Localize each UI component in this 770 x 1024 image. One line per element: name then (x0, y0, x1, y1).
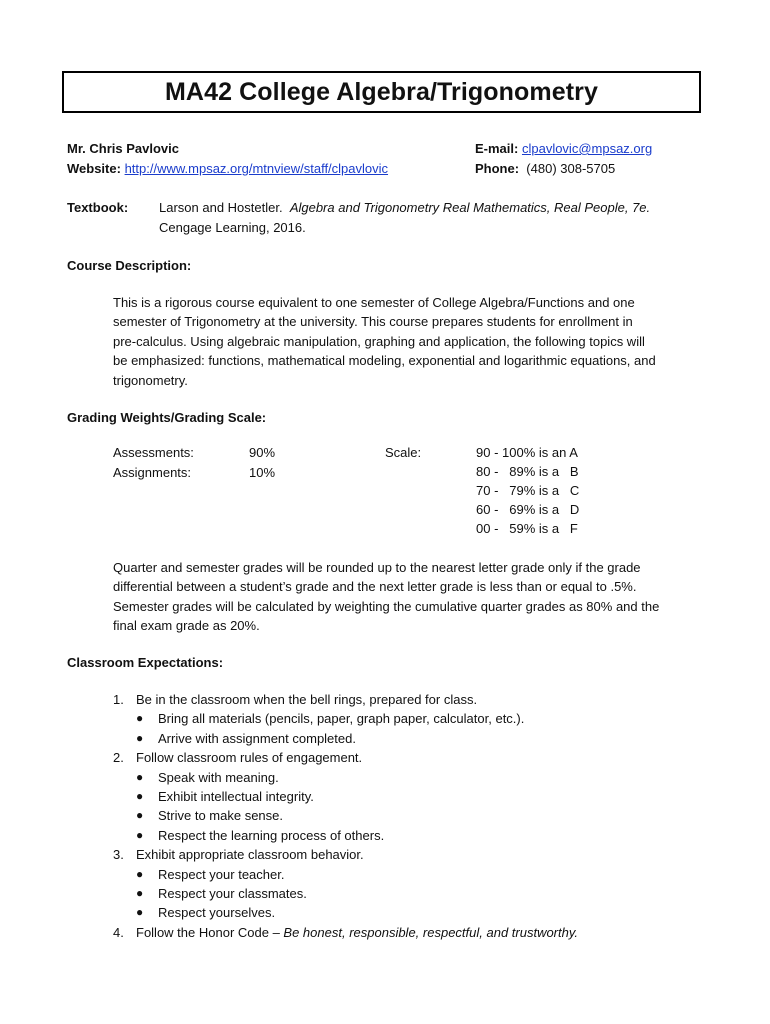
bullet-icon: ● (136, 827, 144, 842)
sub-item-text: Respect yourselves. (158, 905, 276, 921)
scale-row: 60 - 69% is a D (476, 502, 580, 517)
bullet-icon: ● (136, 769, 144, 784)
scale-label: Scale: (385, 445, 422, 460)
expectation-text: Exhibit appropriate classroom behavior. (136, 847, 364, 863)
page-title: MA42 College Algebra/Trigonometry (164, 77, 598, 106)
description-line: trigonometry. (113, 372, 188, 388)
weight-label: Assignments: (113, 465, 192, 480)
textbook-title: Algebra and Trigonometry Real Mathematics, Real People, 7e. (289, 200, 651, 215)
email-link[interactable]: clpavlovic@mpsaz.org (521, 141, 653, 156)
sub-item-text: Speak with meaning. (158, 769, 279, 785)
bullet-icon: ● (136, 905, 144, 920)
bullet-icon: ● (136, 730, 144, 745)
teacher-name: Mr. Chris Pavlovic (67, 141, 179, 156)
expectation-item (113, 923, 733, 942)
phone-label: Phone: (475, 161, 520, 176)
sub-item (136, 903, 733, 922)
expectation-sublist (136, 865, 733, 923)
bullet-icon: ● (136, 866, 144, 881)
scale-row: 90 - 100% is an A (476, 445, 578, 460)
scale-row: 70 - 79% is a C (476, 483, 580, 498)
course-description-text (113, 293, 656, 390)
title-box (62, 71, 701, 113)
sub-item (136, 787, 733, 806)
weight-label: Assessments: (113, 445, 194, 460)
sub-item (136, 768, 733, 787)
expectation-sublist (136, 709, 733, 748)
expectation-item (113, 845, 733, 923)
description-line: be emphasized: functions, mathematical modeling, exponential and logarithmic equations, and (113, 353, 656, 369)
scale-row: 80 - 89% is a B (476, 464, 579, 479)
phone-line (475, 161, 615, 176)
sub-item (136, 826, 733, 845)
sub-item (136, 709, 733, 728)
sub-item-text: Respect your teacher. (158, 866, 285, 882)
email-label: E-mail: (475, 141, 519, 156)
sub-item-text: Strive to make sense. (158, 808, 283, 824)
scale-row: 00 - 59% is a F (476, 521, 578, 536)
sub-item-text: Exhibit intellectual integrity. (158, 789, 314, 805)
bullet-icon: ● (136, 808, 144, 823)
expectation-number: 1. (113, 692, 124, 707)
description-line: semester of Trigonometry at the university. This course prepares students for enrollment in (113, 314, 633, 330)
description-line: This is a rigorous course equivalent to one semester of College Algebra/Functions and one (113, 295, 635, 310)
expectation-item (113, 748, 733, 845)
sub-item (136, 884, 733, 903)
expectation-item (113, 690, 733, 748)
grading-note-line: final exam grade as 20%. (113, 618, 260, 634)
grading-note (113, 558, 659, 636)
expectation-text: Be in the classroom when the bell rings, prepared for class. (136, 692, 478, 707)
phone-value: (480) 308-5705 (526, 161, 616, 176)
sub-item-text: Respect the learning process of others. (158, 827, 385, 843)
grading-heading: Grading Weights/Grading Scale: (67, 410, 267, 425)
description-line: pre-calculus. Using algebraic manipulation, graphing and application, the following topics will (113, 333, 645, 349)
honor-code-emphasis: Be honest, responsible, respectful, and trustworthy. (283, 924, 579, 940)
sub-item (136, 865, 733, 884)
website-line (67, 161, 388, 176)
expectations-list (113, 690, 733, 942)
email-line (475, 141, 652, 156)
expectation-text: Follow the Honor Code – (136, 924, 284, 940)
grading-note-line: Semester grades will be calculated by weighting the cumulative quarter grades as 80% and the (113, 598, 660, 614)
weight-value: 90% (249, 445, 276, 460)
sub-item (136, 806, 733, 825)
weight-value: 10% (249, 465, 276, 480)
course-description-heading: Course Description: (67, 258, 192, 273)
expectation-text: Follow classroom rules of engagement. (136, 750, 363, 766)
textbook-line-1 (159, 200, 650, 215)
sub-item-text: Arrive with assignment completed. (158, 730, 356, 746)
grading-scale (476, 445, 606, 545)
website-link[interactable]: http://www.mpsaz.org/mtnview/staff/clpavlovic (124, 161, 389, 176)
textbook-authors: Larson and Hostetler. (159, 200, 283, 215)
expectation-number: 2. (113, 750, 124, 766)
grading-note-line: differential between a student’s grade and the next letter grade is less than or equal to .5%. (113, 579, 637, 595)
expectation-number: 3. (113, 847, 124, 863)
website-label: Website: (67, 161, 121, 176)
sub-item (136, 729, 733, 748)
expectation-sublist (136, 768, 733, 846)
textbook-label: Textbook: (67, 200, 129, 215)
textbook-publisher: Cengage Learning, 2016. (159, 220, 306, 235)
sub-item-text: Bring all materials (pencils, paper, graph paper, calculator, etc.). (158, 711, 525, 727)
expectations-heading: Classroom Expectations: (67, 655, 224, 670)
bullet-icon: ● (136, 711, 144, 726)
expectation-number: 4. (113, 924, 124, 940)
bullet-icon: ● (136, 886, 144, 901)
bullet-icon: ● (136, 789, 144, 804)
grading-note-line: Quarter and semester grades will be rounded up to the nearest letter grade only if the grade (113, 560, 641, 575)
sub-item-text: Respect your classmates. (158, 886, 307, 902)
